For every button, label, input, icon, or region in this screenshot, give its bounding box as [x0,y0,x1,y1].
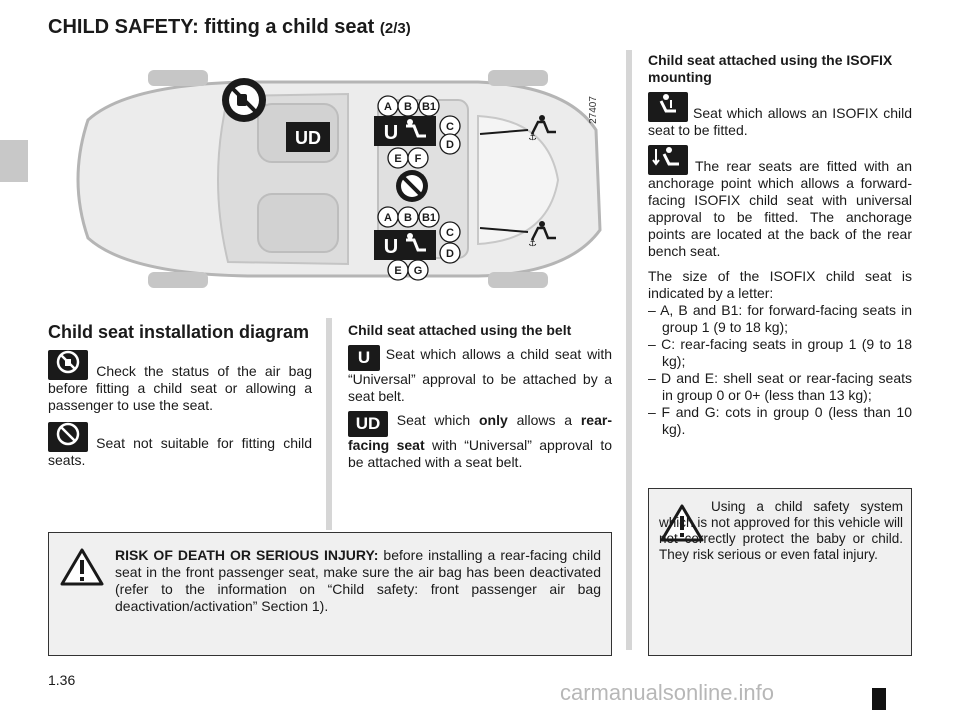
list-item: – C: rear-facing seats in group 1 (9 to 18 kg); [648,336,912,369]
svg-text:⚓: ⚓ [528,238,537,249]
svg-text:D: D [446,248,454,260]
list-item: – D and E: shell seat or rear-facing seats in group 0 or 0+ (less than 13 kg); [648,370,912,403]
isofix-seat-icon [648,92,688,122]
svg-text:E: E [394,265,402,277]
diagram-ref-code: 27407 [588,96,599,124]
chapter-tab [0,140,28,182]
belt-section [348,322,612,471]
isofix-anchor-icon [648,145,688,175]
page-number: 1.36 [48,672,76,688]
svg-text:A: A [384,101,392,113]
approval-warning-box [648,488,912,656]
svg-text:C: C [446,227,454,239]
list-item: – F and G: cots in group 0 (less than 10 kg). [648,404,912,437]
airbag-warning-box [48,532,612,656]
svg-text:U: U [383,122,399,144]
page-title [48,16,411,39]
svg-text:U: U [383,236,399,258]
page-title-suffix: (2/3) [379,20,411,37]
svg-text:B1: B1 [421,212,437,224]
isofix-heading: Child seat attached using the ISOFIX mounting [648,52,893,85]
isofix-size-intro: The size of the ISOFIX child seat is indicated by a letter: [648,268,912,301]
car-seat-diagram [48,60,608,298]
page-marker [872,688,886,710]
seat-position-rear [374,230,436,260]
installation-section [48,322,312,469]
universal-seat-icon: U [348,345,380,371]
airbag-warning-text: RISK OF DEATH OR SERIOUS INJURY: before installing a rear-facing child seat in the front passenger seat, make sure the air bag has been deactivated (refer to the information on “Child safety: front passenger air bag deactivation/activation” Section 1). [115,547,602,614]
svg-text:B: B [404,101,412,113]
not-suitable-paragraph: Seat not suitable for fitting child seats. [48,422,312,469]
seat-position-front [374,116,436,146]
svg-text:G: G [413,265,423,277]
svg-text:B1: B1 [421,101,437,113]
prohibited-icon [48,422,88,452]
svg-text:D: D [446,139,454,151]
svg-text:UD: UD [295,128,321,148]
installation-heading: Child seat installation diagram [48,322,310,342]
isofix-anchor-paragraph: The rear seats are fitted with an anchorage point which allows a forward-facing ISOFIX child seat with universal approval to be fitted. The anchorage points are located at the back of the rear bench seat. [648,145,912,260]
belt-heading: Child seat attached using the belt [348,322,572,338]
watermark: carmanualsonline.info [560,680,775,705]
not-suitable-icon [396,170,428,202]
column-divider-left [326,318,332,530]
warning-triangle-icon [59,547,105,587]
svg-text:⚓: ⚓ [528,132,537,143]
isofix-size-list [648,302,912,438]
ud-seat-icon: UD [348,411,388,437]
list-item: – A, B and B1: for forward-facing seats in group 1 (9 to 18 kg); [648,302,912,335]
airbag-check-paragraph: Check the status of the air bag before fitting a child seat or allowing a passenger to use the seat. [48,350,312,414]
svg-text:C: C [446,121,454,133]
svg-text:B: B [404,212,412,224]
isofix-section [648,52,912,438]
svg-text:E: E [394,153,402,165]
airbag-check-icon [222,78,266,122]
universal-seat-paragraph: U Seat which allows a child seat with “Universal” approval to be attached by a seat belt. [348,346,612,404]
page-title-main: CHILD SAFETY: fitting a child seat [48,16,375,38]
airbag-check-icon [48,350,88,380]
svg-text:A: A [384,212,392,224]
svg-text:F: F [414,153,422,165]
isofix-seat-paragraph: Seat which allows an ISOFIX child seat to be fitted. [648,92,912,139]
ud-seat-paragraph: UD Seat which only allows a rear-facing seat with “Universal” approval to be attached with a seat belt. [348,412,612,470]
ud-badge [286,122,330,152]
column-divider-right [626,50,632,650]
approval-warning-text: Using a child safety system which is not approved for this vehicle will not correctly protect the baby or child. They risk serious or even fatal injury. [659,499,903,562]
